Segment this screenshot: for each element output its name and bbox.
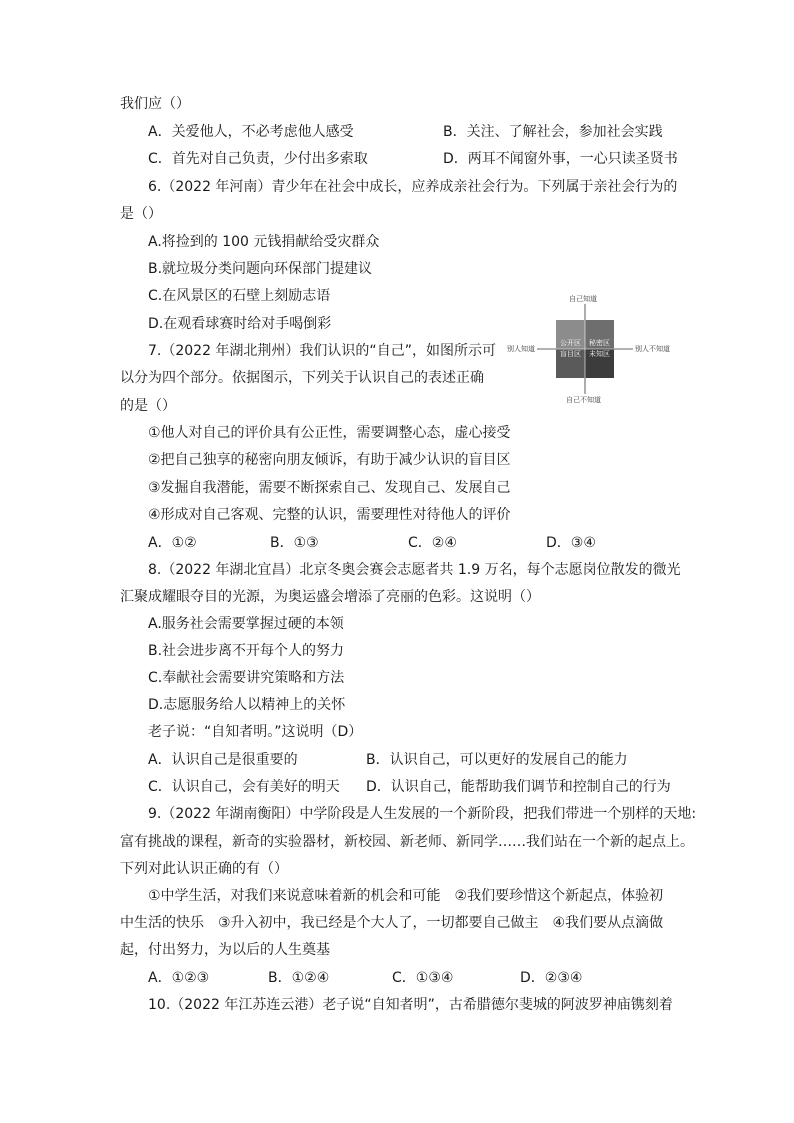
question-9-cont: 下列对此认识正确的有（） [120,861,288,877]
axis-label-bottom: 自己不知道 [566,396,601,404]
quadrant-label: 秘密区 [589,339,610,347]
option-c: C.奉献社会需要讲究策略和方法 [148,670,345,686]
quadrant-label: 公开区 [560,339,581,347]
question-8: 8.（2022 年湖北宜昌）北京冬奥会赛会志愿者共 1.9 万名，每个志愿岗位散发的微光 [148,562,681,578]
option-b: B．①③ [270,535,319,551]
option-b: B．①②④ [268,970,330,986]
option-c: C．首先对自己负责，少付出多索取 [148,151,368,167]
question-8-cont: 汇聚成耀眼夺目的光源，为奥运盛会增添了亮丽的色彩。这说明（） [120,589,540,605]
option-d: D.在观看球赛时给对手喝倒彩 [148,316,332,332]
quadrant-blind-area [556,349,585,378]
statement-3: ③发掘自我潜能，需要不断探索自己、发现自己、发展自己 [148,480,511,496]
axis-label-top: 自己知道 [569,295,597,303]
question-7: 7.（2022 年湖北荆州）我们认识的“自己”，如图所示可 [148,343,496,359]
question-6: 6.（2022 年河南）青少年在社会中成长，应养成亲社会行为。下列属于亲社会行为的 [148,179,678,195]
option-d: D．两耳不闻窗外事，一心只读圣贤书 [443,151,678,167]
option-c: C.在风景区的石壁上刻励志语 [148,288,331,304]
option-d: D．③④ [546,535,596,551]
option-d: D.志愿服务给人以精神上的关怀 [148,697,346,713]
option-a: A．关爱他人，不必考虑他人感受 [148,124,354,140]
statement-line: 起，付出努力，为以后的人生奠基 [120,942,330,958]
quadrant-open-area [556,320,585,349]
question-7-cont: 以分为四个部分。依据图示，下列关于认识自己的表述正确 [120,370,484,386]
statement-line: ①中学生活，对我们来说意味着新的机会和可能 ②我们要珍惜这个新起点，体验初 [148,888,664,904]
quadrant-label: 未知区 [589,350,610,358]
question-9-cont: 富有挑战的课程，新奇的实验器材，新校园、新老师、新同学……我们站在一个新的起点上。 [120,834,694,850]
statement-1: ①他人对自己的评价具有公正性，需要调整心态，虚心接受 [148,425,511,441]
laozi-question: 老子说：“自知者明。”这说明（D） [148,724,363,740]
statement-4: ④形成对自己客观、完整的认识，需要理性对待他人的评价 [148,507,511,523]
option-a: A．①② [148,535,197,551]
question-10: 10.（2022 年江苏连云港）老子说“自知者明”，古希腊德尔斐城的阿波罗神庙镌刻着 [148,997,673,1013]
option-b: B.社会进步离不开每个人的努力 [148,643,345,659]
quadrant-secret-area [585,320,614,349]
johari-window-diagram [505,290,675,408]
option-c: C．①③④ [392,970,454,986]
option-c: C．②④ [408,535,457,551]
quadrant-label: 盲目区 [560,350,581,358]
option-c: C．认识自己，会有美好的明天 [148,779,340,795]
statement-line: 中生活的快乐 ③升入初中，我已经是个大人了，一切都要自己做主 ④我们要从点滴做 [120,915,664,931]
quadrant-unknown-area [585,349,614,378]
text-line: 我们应（） [120,96,190,112]
axis-label-right: 别人不知道 [635,345,670,353]
option-a: A．①②③ [148,970,210,986]
axis-label-left: 别人知道 [507,345,535,353]
option-b: B．关注、了解社会，参加社会实践 [443,124,663,140]
statement-2: ②把自己独享的秘密向朋友倾诉，有助于减少认识的盲目区 [148,452,511,468]
option-a: A.将捡到的 100 元钱捐献给受灾群众 [148,234,380,250]
question-6-cont: 是（） [120,206,162,222]
question-9: 9.（2022 年湖南衡阳）中学阶段是人生发展的一个新阶段，把我们带进一个别样的天地: [148,806,697,822]
question-7-cont: 的是（） [120,398,176,414]
option-a: A.服务社会需要掌握过硬的本领 [148,616,344,632]
option-b: B.就垃圾分类问题向环保部门提建议 [148,261,373,277]
option-d: D．②③④ [520,970,583,986]
option-b: B．认识自己，可以更好的发展自己的能力 [366,752,628,768]
option-d: D．认识自己，能帮助我们调节和控制自己的行为 [366,779,671,795]
option-a: A．认识自己是很重要的 [148,752,298,768]
